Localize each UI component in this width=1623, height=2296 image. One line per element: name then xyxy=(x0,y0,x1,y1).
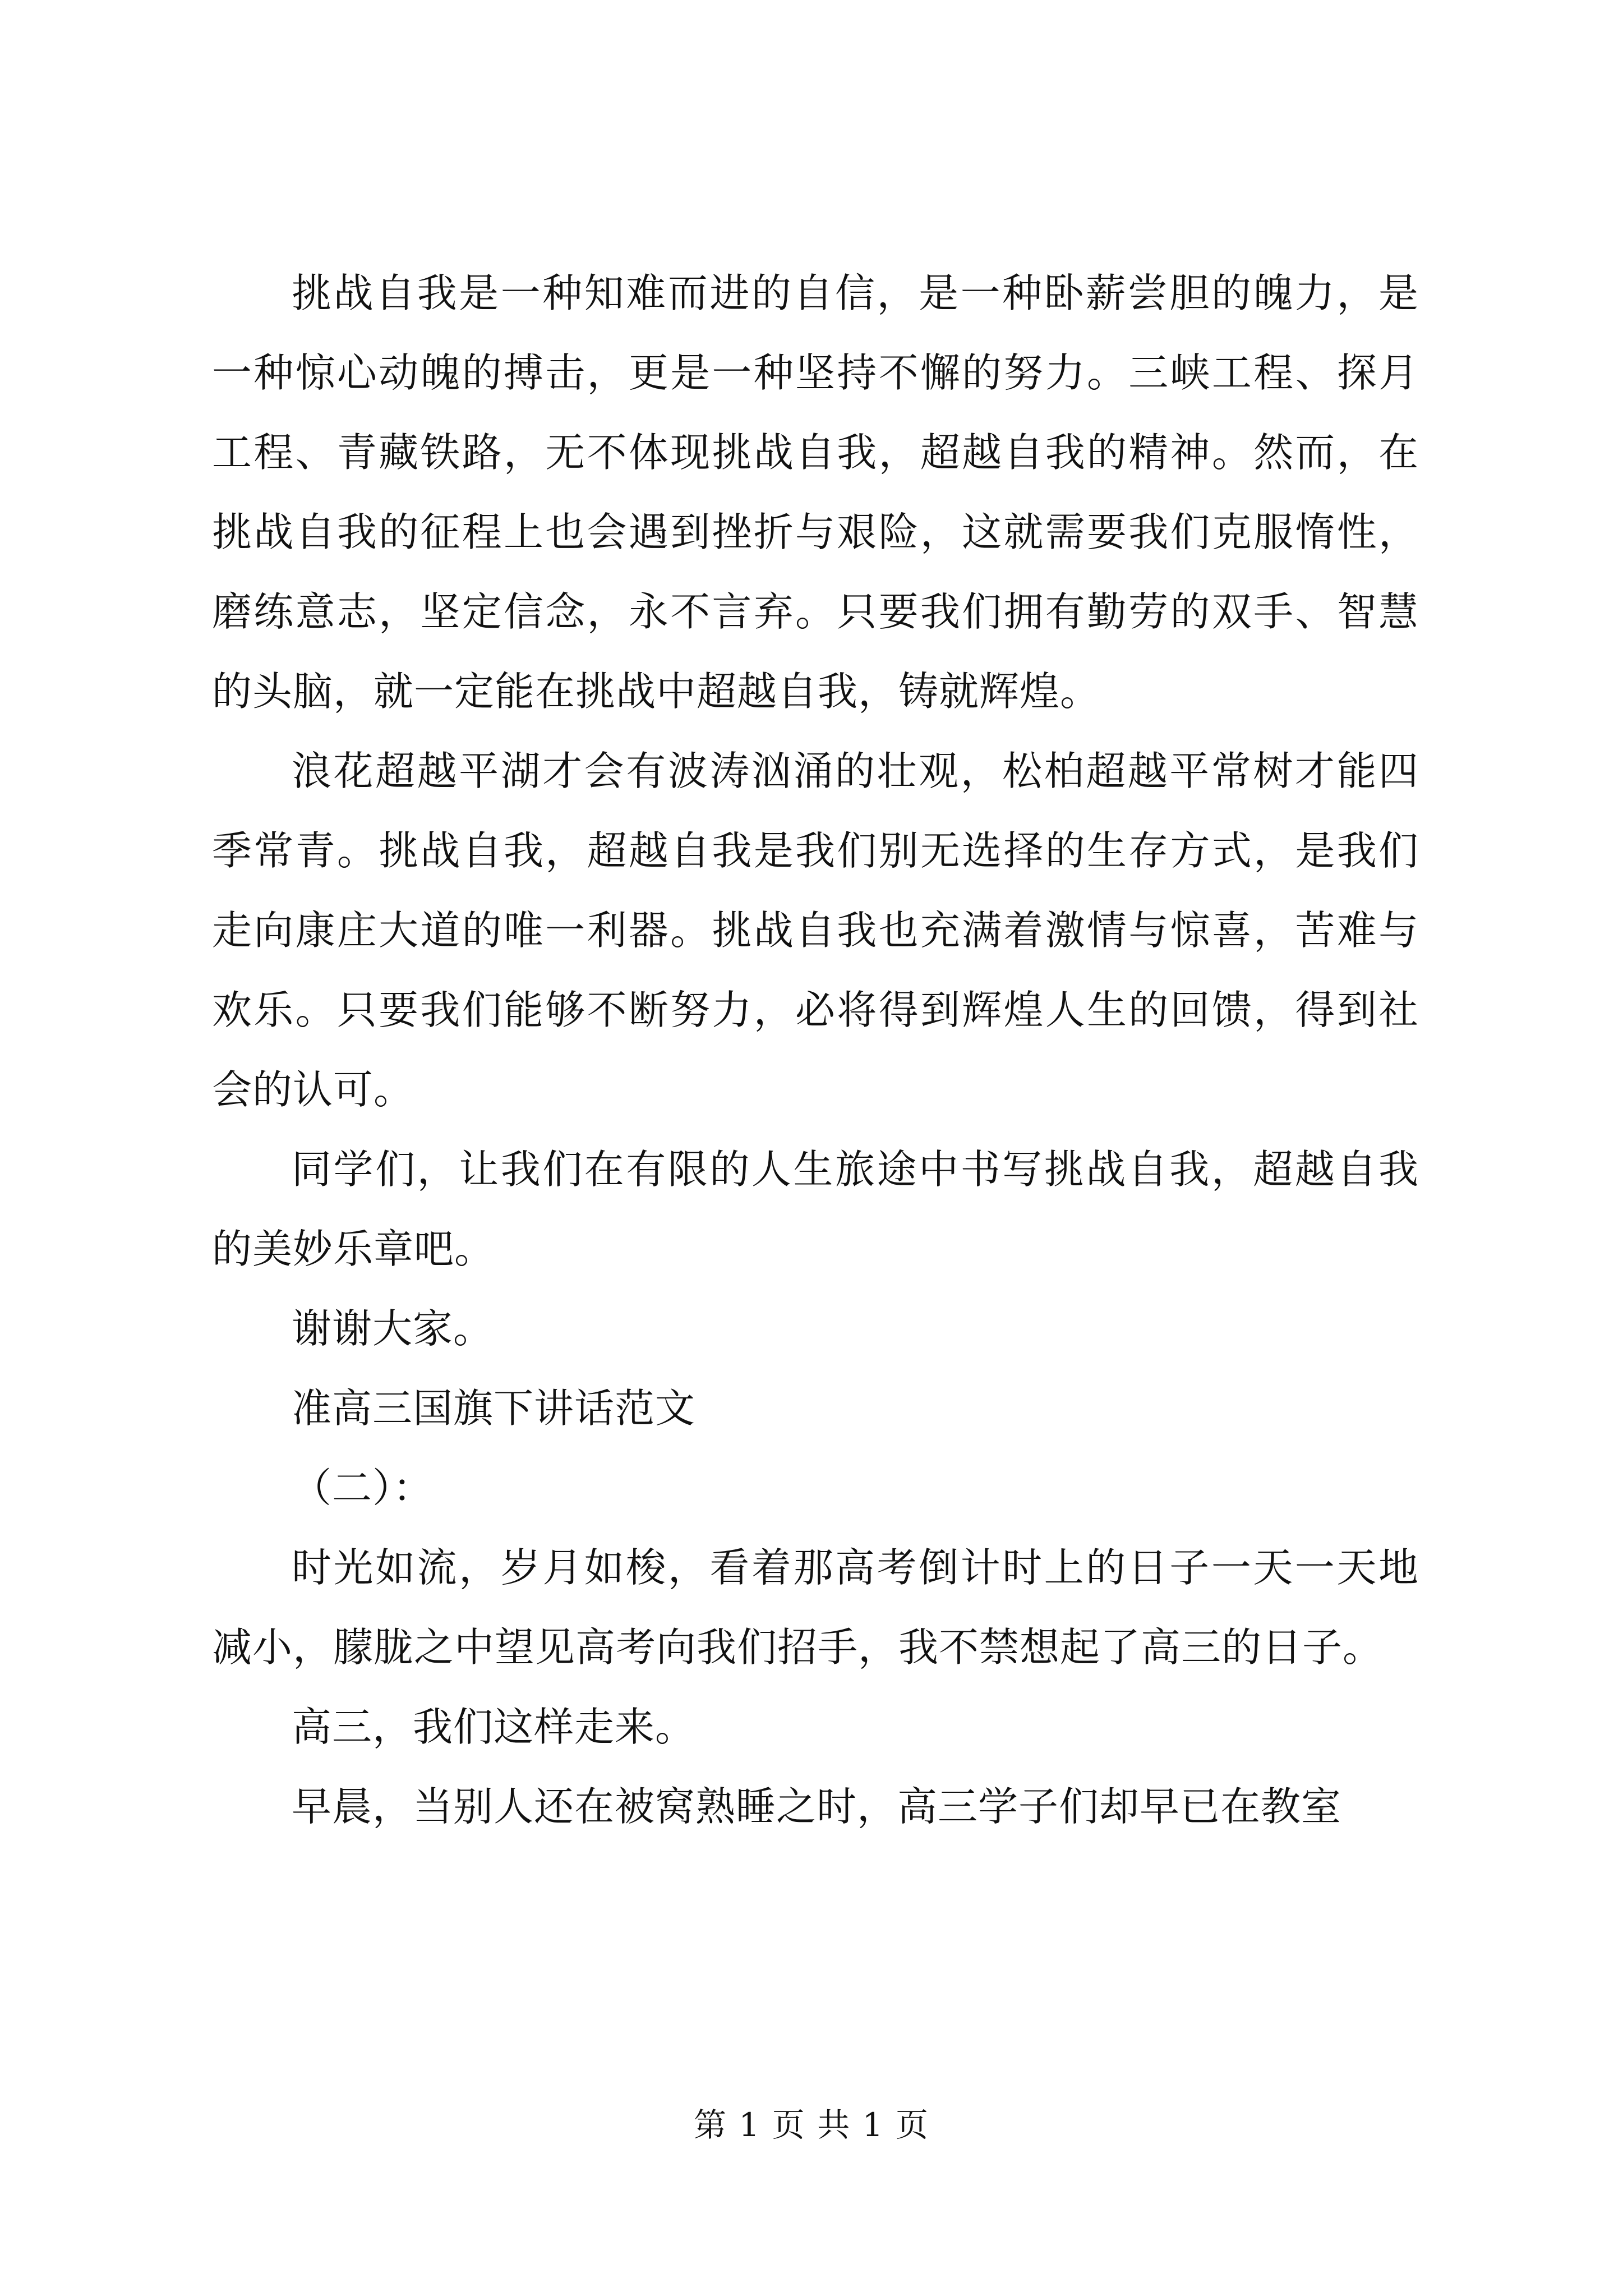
paragraph-thanks: 谢谢大家。 xyxy=(292,1305,494,1352)
section-heading: 准高三国旗下讲话范文 xyxy=(292,1385,696,1432)
document-body xyxy=(212,254,1419,1847)
paragraph-morning: 早晨，当别人还在被窝熟睡之时，高三学子们却早已在教室 xyxy=(292,1783,1342,1830)
paragraph-challenge-self: 挑战自我是一种知难而进的自信，是一种卧薪尝胆的魄力，是一种惊心动魄的搏击，更是一种坚持不懈的努力。三峡工程、探月工程、青藏铁路，无不体现挑战自我，超越自我的精神。然而，在挑战自我的征程上也会遇到挫折与艰险，这就需要我们克服惰性，磨练意志，坚定信念，永不言弃。只要我们拥有勤劳的双手、智慧的头脑，就一定能在挑战中超越自我，铸就辉煌。 xyxy=(212,270,1419,715)
paragraph-waves-and-pines: 浪花超越平湖才会有波涛汹涌的壮观，松柏超越平常树才能四季常青。挑战自我，超越自我是我们别无选择的生存方式，是我们走向康庄大道的唯一利器。挑战自我也充满着激情与惊喜，苦难与欢乐。只要我们能够不断努力，必将得到辉煌人生的回馈，得到社会的认可。 xyxy=(212,748,1419,1113)
paragraph-classmates: 同学们，让我们在有限的人生旅途中书写挑战自我，超越自我的美妙乐章吧。 xyxy=(212,1146,1419,1272)
section-number: （二）： xyxy=(292,1465,434,1511)
page-number-footer: 第 1 页 共 1 页 xyxy=(694,2106,929,2144)
paragraph-time-flows: 时光如流，岁月如梭，看着那高考倒计时上的日子一天一天地减小，朦胧之中望见高考向我们招手，我不禁想起了高三的日子。 xyxy=(212,1544,1419,1671)
paragraph-senior-year: 高三，我们这样走来。 xyxy=(292,1704,696,1750)
